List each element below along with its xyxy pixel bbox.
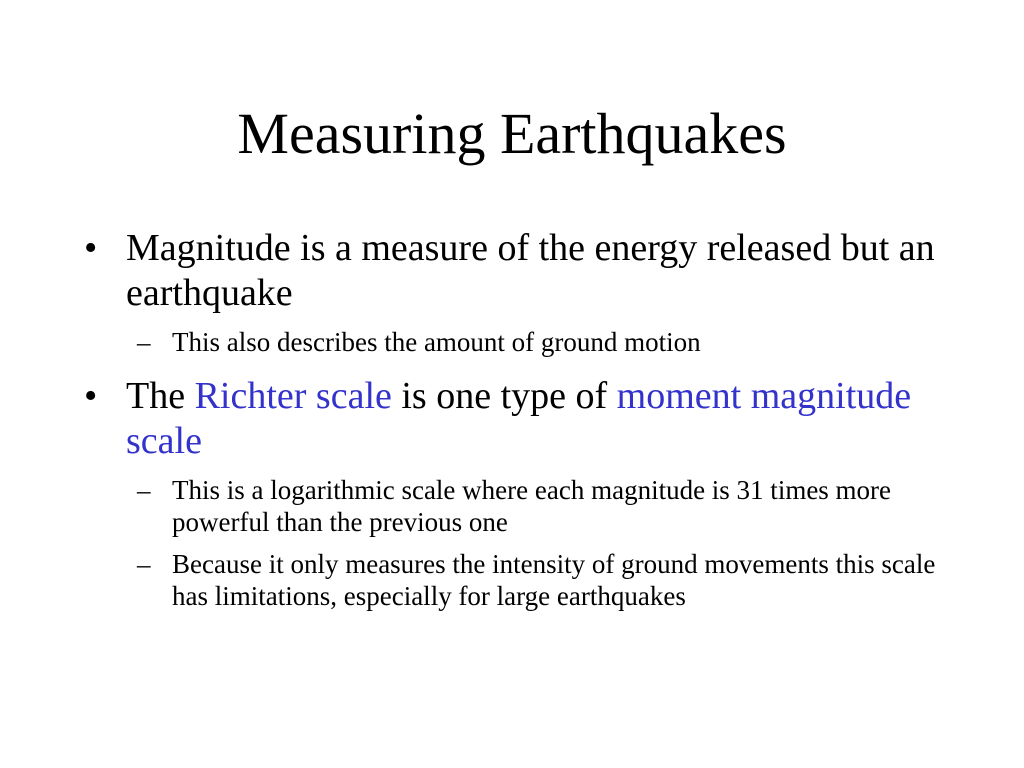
slide-body [84,226,944,622]
bullet-text-middle: is one type of [391,375,617,417]
slide-title: Measuring Earthquakes [237,101,787,166]
bullet-richter [84,374,944,464]
bullet-glyph: • [84,375,98,417]
richter-scale-link[interactable]: Richter scale [194,375,392,417]
subbullet-text: This also describes the amount of ground motion [172,327,701,357]
subbullet-logarithmic [84,474,944,538]
dash-glyph: – [137,549,151,579]
bullet-magnitude [84,226,944,316]
bullet-text-prefix: The [126,375,195,417]
subbullet-ground-motion [84,326,944,358]
subbullet-text: This is a logarithmic scale where each magnitude is 31 times more powerful than the previous one [172,475,892,537]
dash-glyph: – [137,327,151,357]
dash-glyph: – [137,475,151,505]
bullet-text: Magnitude is a measure of the energy released but an earthquake [126,227,935,314]
subbullet-limitations [84,548,944,612]
moment-magnitude-scale-link[interactable]: moment magnitude scale [126,375,912,462]
bullet-glyph: • [84,227,98,269]
subbullet-text: Because it only measures the intensity of ground movements this scale has limitations, especially for large earthquakes [172,549,936,611]
